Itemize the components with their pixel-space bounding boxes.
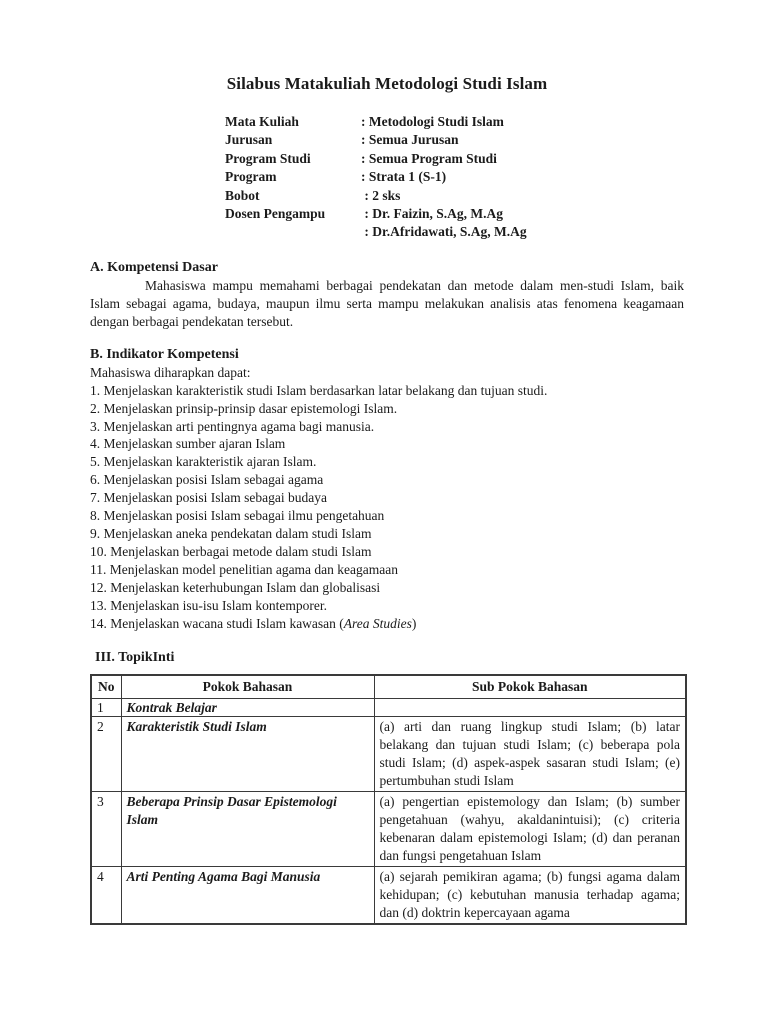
cell-no: 2 <box>91 717 121 792</box>
indicator-list <box>90 382 684 633</box>
section-b-intro: Mahasiswa diharapkan dapat: <box>90 364 251 380</box>
section-a-body: Mahasiswa mampu memahami berbagai pendekatan dan metode dalam men-studi Islam, baik Islam sebagai agama, budaya, maupun ilmu serta mampu melakukan analisis atas fenomena keagamaan dengan berbagai pendekatan tersebut. <box>90 277 684 329</box>
section-topik-inti <box>90 649 684 925</box>
section-a-heading: A. Kompetensi Dasar <box>90 259 218 275</box>
meta-row <box>225 187 684 205</box>
cell-sub: (a) arti dan ruang lingkup studi Islam; (b) latar belakang dan tujuan studi Islam; (c) beberapa pola studi Islam; (d) aspek-aspek sasaran studi Islam; (e) pertumbuhan studi Islam <box>374 717 686 792</box>
cell-pokok: Beberapa Prinsip Dasar Epistemologi Islam <box>121 792 374 867</box>
cell-no: 4 <box>91 867 121 925</box>
meta-label: Program Studi <box>225 150 311 166</box>
section-b-heading: B. Indikator Kompetensi <box>90 346 239 362</box>
list-item: 7. Menjelaskan posisi Islam sebagai budaya <box>90 490 327 506</box>
meta-label: Dosen Pengampu <box>225 206 326 222</box>
list-item-italic: Area Studies <box>343 615 412 631</box>
meta-row <box>225 131 684 149</box>
meta-value: : Dr.Afridawati, S.Ag, M.Ag <box>361 224 527 240</box>
list-item: 6. Menjelaskan posisi Islam sebagai agama <box>90 472 324 488</box>
table-row <box>91 699 686 717</box>
list-item: 2. Menjelaskan prinsip-prinsip dasar epistemologi Islam. <box>90 400 398 416</box>
table-header-cell: Sub Pokok Bahasan <box>374 675 686 699</box>
list-item: 9. Menjelaskan aneka pendekatan dalam studi Islam <box>90 526 372 541</box>
list-item: 3. Menjelaskan arti pentingnya agama bagi manusia. <box>90 418 375 434</box>
list-item: 10. Menjelaskan berbagai metode dalam studi Islam <box>90 543 372 559</box>
meta-value: : Dr. Faizin, S.Ag, M.Ag <box>361 206 503 222</box>
table-header-cell: Pokok Bahasan <box>121 675 374 699</box>
table-header-cell: No <box>91 675 121 699</box>
table-header-row <box>91 675 686 699</box>
list-item: 12. Menjelaskan keterhubungan Islam dan globalisasi <box>90 579 381 595</box>
meta-label: Program <box>225 169 277 185</box>
meta-row <box>225 113 684 131</box>
cell-sub: (a) pengertian epistemology dan Islam; (b) sumber pengetahuan (wahyu, akaldanintuisi); (c) criteria kebenaran dalam epistemologi Islam; (d) dan peranan dan fungsi pengetahuan Islam <box>374 792 686 867</box>
meta-value: : 2 sks <box>361 187 401 203</box>
meta-label: Mata Kuliah <box>225 114 299 129</box>
meta-value: : Semua Program Studi <box>361 150 497 166</box>
topics-table-body <box>91 699 686 925</box>
list-item: 5. Menjelaskan karakteristik ajaran Islam. <box>90 454 317 470</box>
cell-no: 3 <box>91 792 121 867</box>
cell-pokok: Arti Penting Agama Bagi Manusia <box>121 867 374 925</box>
cell-no: 1 <box>91 699 121 717</box>
meta-value: : Semua Jurusan <box>361 132 459 148</box>
section-kompetensi-dasar <box>90 259 684 331</box>
list-item: 13. Menjelaskan isu-isu Islam kontemporer. <box>90 597 327 613</box>
list-item <box>90 615 684 633</box>
meta-row <box>225 223 684 241</box>
list-item-text: 14. Menjelaskan wacana studi Islam kawasan ( <box>90 615 344 631</box>
meta-row <box>225 168 684 186</box>
table-row <box>91 792 686 867</box>
table-row <box>91 717 686 792</box>
doc-title: Silabus Matakuliah Metodologi Studi Islam <box>226 74 548 93</box>
cell-sub <box>374 699 686 717</box>
section-iii-heading: III. TopikInti <box>95 650 175 666</box>
list-item: 8. Menjelaskan posisi Islam sebagai ilmu pengetahuan <box>90 508 385 524</box>
cell-pokok: Kontrak Belajar <box>121 699 374 717</box>
meta-label: Bobot <box>225 187 260 203</box>
list-item: 4. Menjelaskan sumber ajaran Islam <box>90 436 286 452</box>
cell-pokok: Karakteristik Studi Islam <box>121 717 374 792</box>
cell-sub: (a) sejarah pemikiran agama; (b) fungsi agama dalam kehidupan; (c) kebutuhan manusia terhadap agama; dan (d) doktrin kepercayaan agama <box>374 867 686 925</box>
meta-label <box>225 223 361 241</box>
section-indikator-kompetensi <box>90 346 684 633</box>
topics-table-head <box>91 675 686 699</box>
meta-row <box>225 205 684 223</box>
list-item: 11. Menjelaskan model penelitian agama dan keagamaan <box>90 561 399 577</box>
meta-label: Jurusan <box>225 132 273 148</box>
table-row <box>91 867 686 925</box>
meta-row <box>225 150 684 168</box>
list-item-text: ) <box>411 615 417 631</box>
topics-table <box>90 674 687 925</box>
course-meta <box>225 113 684 242</box>
meta-value: : Strata 1 (S-1) <box>361 169 447 185</box>
list-item: 1. Menjelaskan karakteristik studi Islam berdasarkan latar belakang dan tujuan studi. <box>90 382 548 398</box>
meta-value: : Metodologi Studi Islam <box>361 114 504 129</box>
